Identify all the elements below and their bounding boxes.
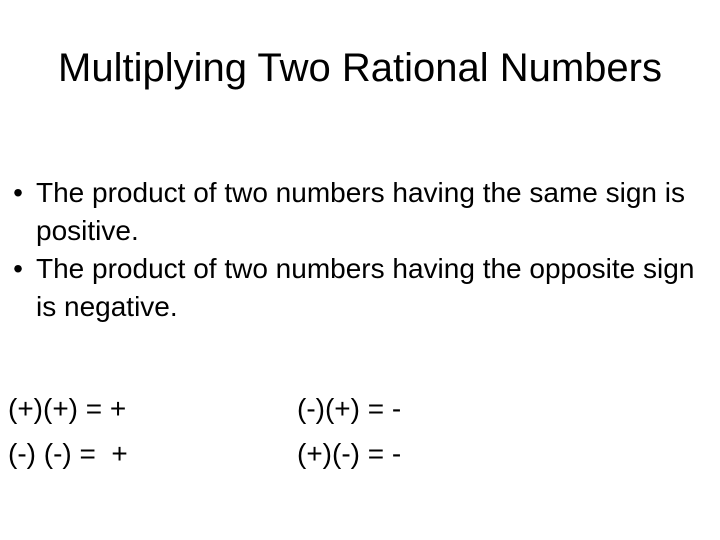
- sign-rule-negative-negative: (-) (-) = +: [8, 438, 128, 469]
- bullet-item: [0, 174, 696, 250]
- bullet-list: [0, 174, 720, 326]
- bullet-text: The product of two numbers having the opposite sign is negative.: [36, 253, 695, 322]
- sign-rule-negative-positive: (-)(+) = -: [297, 393, 402, 424]
- bullet-item: [0, 250, 696, 326]
- bullet-marker: •: [13, 177, 23, 208]
- sign-rule-positive-positive: (+)(+) = +: [8, 393, 127, 424]
- bullet-text: The product of two numbers having the same sign is positive.: [36, 177, 686, 246]
- sign-rule-positive-negative: (+)(-) = -: [297, 438, 402, 469]
- bullet-marker: •: [13, 253, 23, 284]
- slide-title: Multiplying Two Rational Numbers: [58, 46, 662, 90]
